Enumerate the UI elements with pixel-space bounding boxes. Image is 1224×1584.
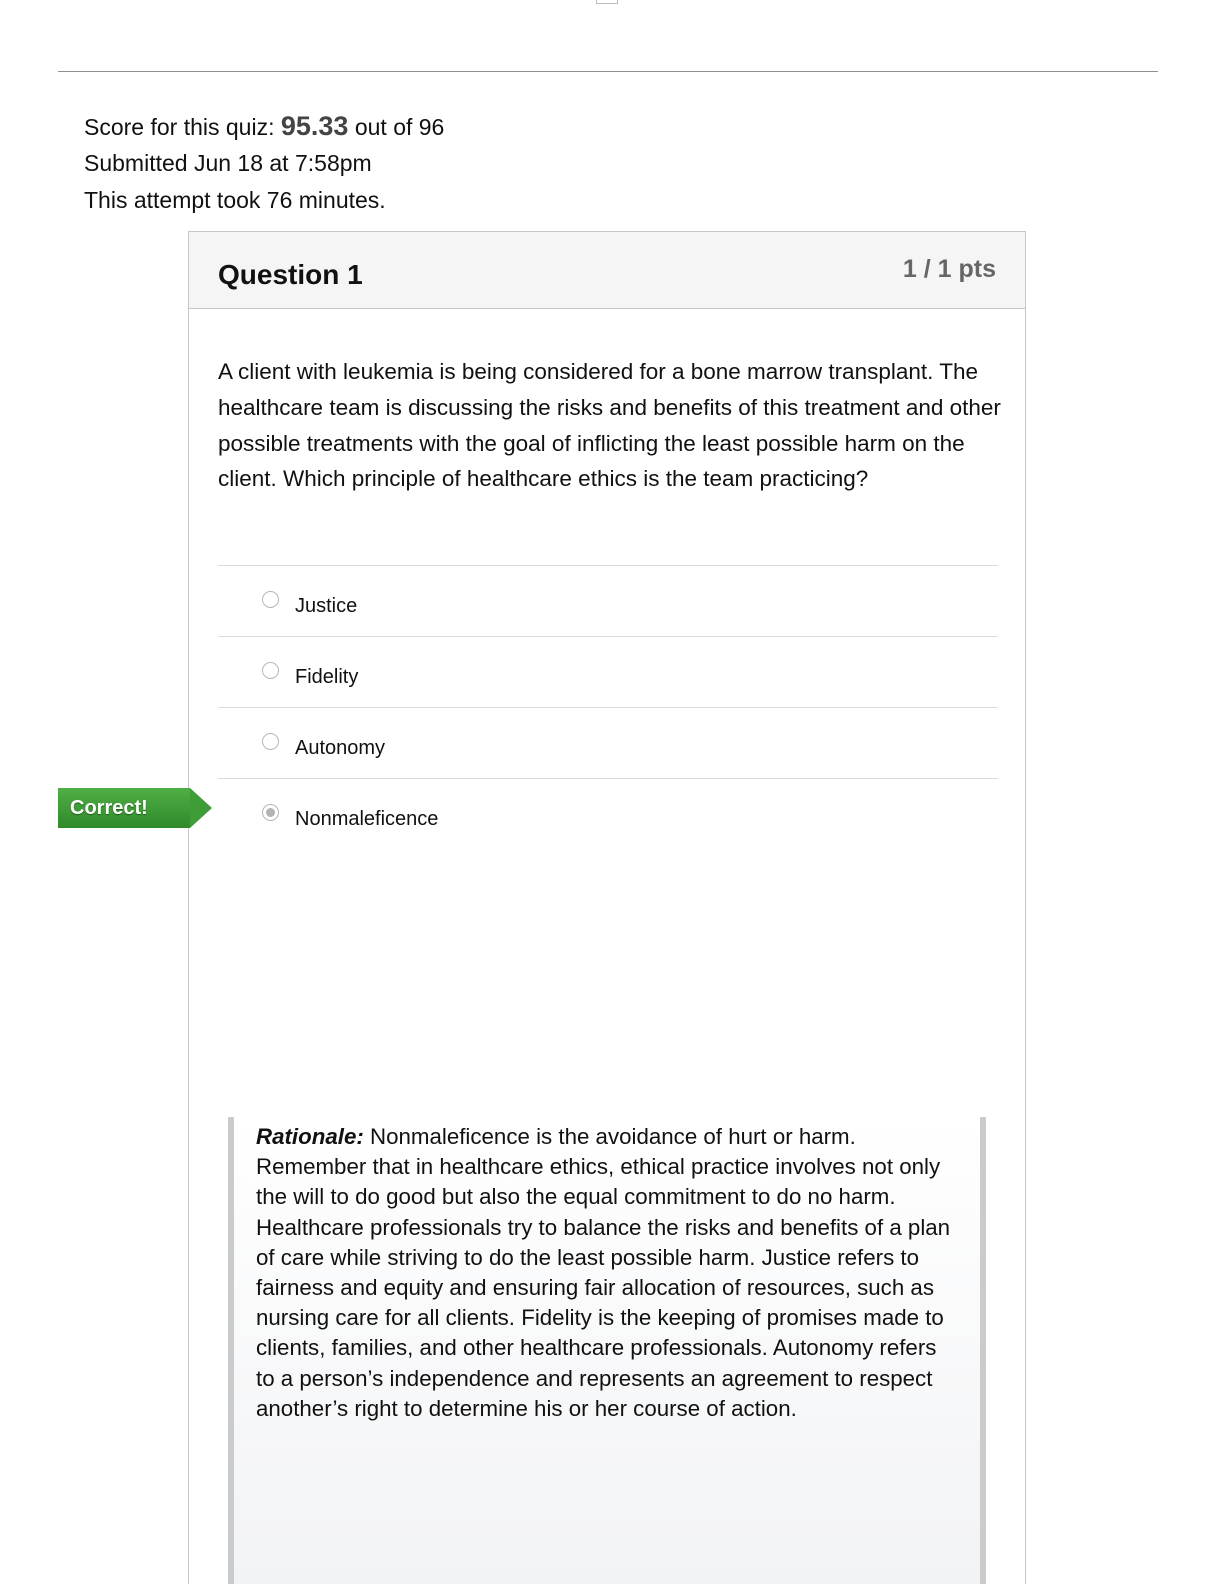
question-header — [189, 232, 1025, 309]
page-top-marker — [596, 0, 618, 4]
score-line — [84, 108, 444, 145]
answer-label: Nonmaleficence — [295, 808, 439, 830]
score-value: 95.33 — [280, 111, 349, 141]
score-prefix: Score for this quiz: — [84, 114, 275, 140]
answer-option-autonomy[interactable] — [218, 707, 998, 778]
radio-button[interactable] — [262, 591, 279, 608]
submitted-time: Submitted Jun 18 at 7:58pm — [84, 150, 372, 176]
answer-label: Justice — [295, 595, 358, 617]
answer-label: Fidelity — [295, 666, 359, 688]
score-suffix: out of 96 — [354, 114, 445, 140]
rationale-body: Nonmaleficence is the avoidance of hurt or harm. Remember that in healthcare ethics, ethical practice involves not only the will to do good but also the equal commitment to do no harm. Healthcare professionals try to balance the risks and benefits of a plan of care while striving to do the least possible harm. Justice refers to fairness and equity and ensuring fair allocation of resources, such as nursing care for all clients. Fidelity is the keeping of promises made to clients, families, and other healthcare professionals. Autonomy refers to a person’s independence and represents an agreement to respect another’s right to determine his or her course of action. — [256, 1124, 951, 1421]
header-divider — [58, 71, 1158, 72]
radio-button[interactable] — [262, 662, 279, 679]
answer-list — [218, 565, 998, 849]
question-title: Question 1 — [218, 259, 363, 290]
rationale-box — [228, 1117, 986, 1584]
attempt-duration: This attempt took 76 minutes. — [84, 187, 386, 213]
question-points: 1 / 1 pts — [902, 255, 996, 283]
radio-button-selected[interactable] — [262, 804, 279, 821]
rationale-heading: Rationale: — [256, 1124, 364, 1149]
correct-answer-flag: Correct! — [58, 788, 190, 828]
answer-option-nonmaleficence[interactable] — [218, 778, 998, 849]
quiz-summary — [84, 108, 444, 219]
answer-option-fidelity[interactable] — [218, 636, 998, 707]
answer-label: Autonomy — [295, 737, 386, 759]
answer-option-justice[interactable] — [218, 565, 998, 636]
rationale-text — [256, 1122, 956, 1424]
question-text: A client with leukemia is being considered for a bone marrow transplant. The healthcare team is discussing the risks and benefits of this treatment and other possible treatments with the goal of inflicting the least possible harm on the client. Which principle of healthcare ethics is the team practicing? — [218, 359, 1001, 492]
radio-button[interactable] — [262, 733, 279, 750]
